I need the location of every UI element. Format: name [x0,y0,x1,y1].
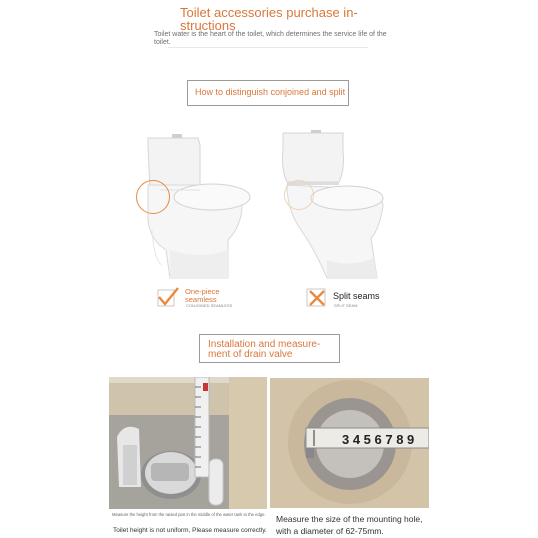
cross-icon [306,287,328,307]
check-icon [157,287,179,307]
tape-numbers: 3 4 5 6 7 8 9 [342,432,415,447]
seam-highlight-circle [136,180,170,214]
tank-measure-caption-small: Measure the height from the raised part in the middle of the water tank to the edge. [112,512,266,517]
page-title: Toilet accessories purchase in-structions [180,5,358,33]
tank-height-measurement-photo [109,377,267,509]
one-piece-sublabel: CONJOINED SEAMLESS [186,303,233,308]
page-subtitle: Toilet water is the heart of the toilet, which determines the service life of the toilet. [154,31,387,46]
mounting-hole-measurement-photo [270,378,429,508]
split-label: Split seams [333,291,380,301]
divider [168,47,368,48]
mounting-hole-caption: Measure the size of the mounting hole, with a diameter of 62-75mm. [276,514,423,536]
section-heading-conjoined-split: How to distinguish conjoined and split [187,80,349,106]
one-piece-label: One-piece seamless [185,287,220,304]
section-heading-drain-valve: Installation and measure-ment of drain valve [199,334,340,363]
split-sublabel: SPLIT SEAM [334,303,358,308]
tank-measure-caption: Toilet height is not uniform, Please measure correctly. [113,527,267,534]
seam-highlight-circle [284,180,314,210]
